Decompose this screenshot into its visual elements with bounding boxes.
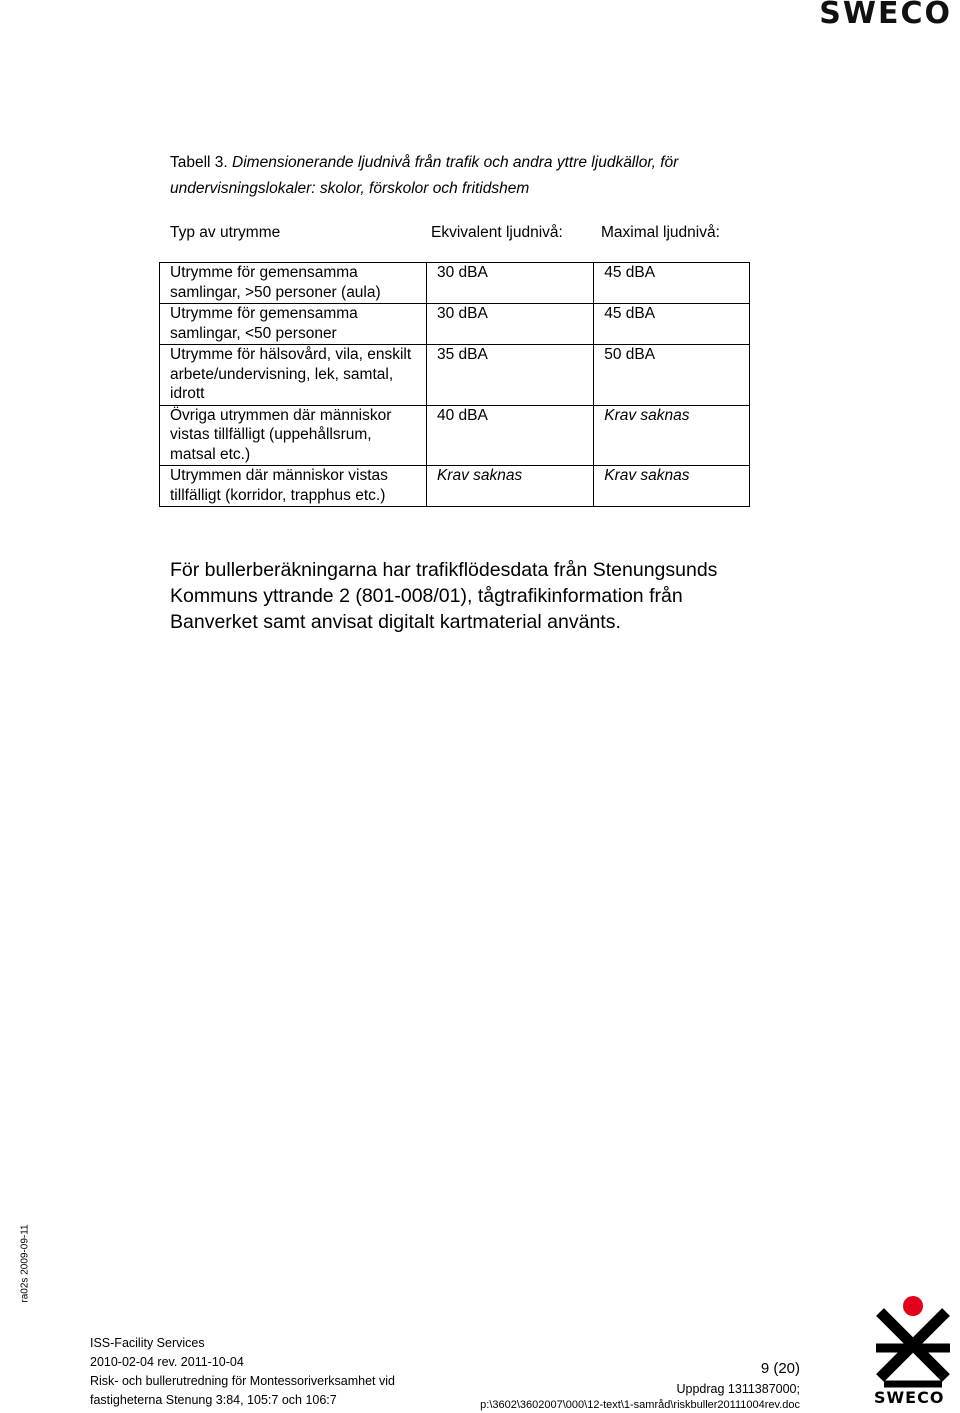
table-row	[160, 405, 750, 466]
cell-type: Utrymme för gemensamma samlingar, >50 personer (aula)	[160, 263, 427, 304]
table-row	[160, 263, 750, 304]
table-caption	[170, 150, 760, 202]
footer-company: ISS-Facility Services	[90, 1336, 205, 1350]
header-equivalent: Ekvivalent ljudnivå:	[431, 224, 563, 241]
page-number: 9 (20)	[760, 1360, 800, 1377]
cell-maximal: Krav saknas	[594, 405, 750, 466]
table-row	[160, 466, 750, 507]
sweco-emblem-icon	[872, 1292, 954, 1388]
header-type: Typ av utrymme	[170, 224, 281, 241]
cell-equivalent: 30 dBA	[426, 263, 593, 304]
document-code: ra02s 2009-09-11	[19, 1224, 31, 1303]
cell-maximal: 45 dBA	[594, 304, 750, 345]
footer-left	[90, 1334, 395, 1410]
footer-title-line2: fastigheterna Stenung 3:84, 105:7 och 106:7	[90, 1393, 337, 1407]
assignment-number: Uppdrag 1311387000;	[676, 1382, 800, 1396]
table-row	[160, 304, 750, 345]
table-header-row	[170, 224, 760, 246]
cell-maximal: 45 dBA	[594, 263, 750, 304]
cell-equivalent: Krav saknas	[426, 466, 593, 507]
cell-equivalent: 30 dBA	[426, 304, 593, 345]
sweco-logo-text: SWECO	[874, 1388, 945, 1407]
footer-dates: 2010-02-04 rev. 2011-10-04	[90, 1355, 244, 1369]
cell-type: Övriga utrymmen där människor vistas tillfälligt (uppehållsrum, matsal etc.)	[160, 405, 427, 466]
table-row	[160, 345, 750, 406]
footer-right	[480, 1360, 800, 1413]
caption-text: Dimensionerande ljudnivå från trafik och andra yttre ljudkällor, för undervisningslokaler: skolor, förskolor och fritidshem	[170, 154, 679, 197]
cell-type: Utrymme för hälsovård, vila, enskilt arbete/undervisning, lek, samtal, idrott	[160, 345, 427, 406]
cell-equivalent: 35 dBA	[426, 345, 593, 406]
cell-maximal: 50 dBA	[594, 345, 750, 406]
sound-level-table	[159, 262, 750, 507]
file-path: p:\3602\3602007\000\12-text\1-samråd\riskbuller20111004rev.doc	[480, 1399, 800, 1411]
footer-title-line1: Risk- och bullerutredning för Montessoriverksamhet vid	[90, 1374, 395, 1388]
sweco-logo-top: SWECO	[819, 0, 952, 31]
sweco-logo-bottom	[872, 1292, 954, 1410]
cell-type: Utrymme för gemensamma samlingar, <50 personer	[160, 304, 427, 345]
body-paragraph: För bullerberäkningarna har trafikflödesdata från Stenungsunds Kommuns yttrande 2 (801-008/01), tågtrafikinformation från Banverket samt anvisat digitalt kartmaterial använts.	[170, 559, 718, 633]
header-maximal: Maximal ljudnivå:	[601, 224, 720, 241]
cell-maximal: Krav saknas	[594, 466, 750, 507]
cell-type: Utrymmen där människor vistas tillfälligt (korridor, trapphus etc.)	[160, 466, 427, 507]
cell-equivalent: 40 dBA	[426, 405, 593, 466]
caption-label: Tabell 3.	[170, 154, 228, 171]
